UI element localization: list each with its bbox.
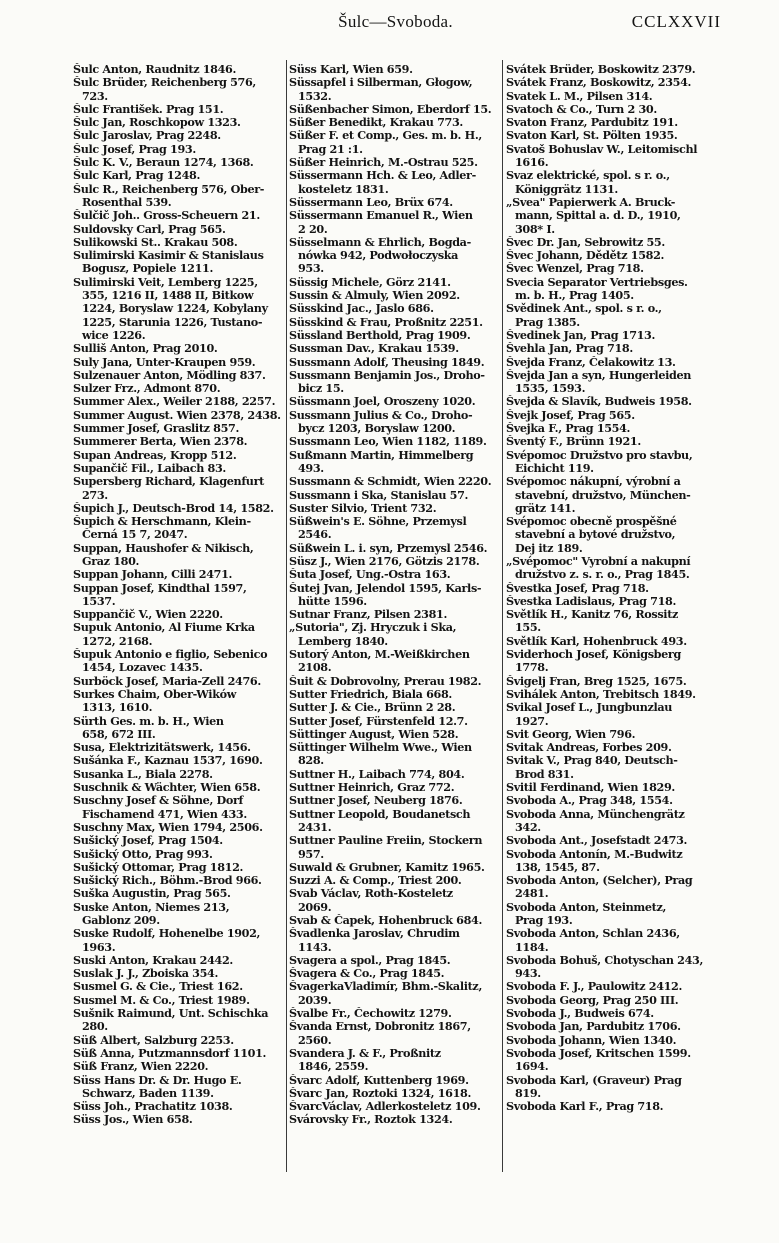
directory-entry-line: Sutter Josef, Fürstenfeld 12.7.	[289, 714, 468, 728]
directory-entry-line: Svoboda Ant., Josefstadt 2473.	[506, 834, 688, 848]
directory-entry-line: Švarc Adolf, Kuttenberg 1969.	[289, 1073, 469, 1087]
directory-entry-line: Süßer F. et Comp., Ges. m. b. H.,	[289, 129, 482, 143]
directory-entry-line: Sussin & Almuly, Wien 2092.	[289, 289, 460, 303]
directory-entry-line: Sulzer Frz., Admont 870.	[73, 382, 221, 396]
directory-entry-line: Švagera & Co., Prag 1845.	[289, 967, 445, 981]
directory-entry-line: Svoboda Georg, Prag 250 III.	[506, 993, 679, 1007]
directory-entry-line: Švejda & Slavík, Budweis 1958.	[506, 395, 692, 409]
directory-entry-line: Švejka F., Prag 1554.	[506, 422, 631, 436]
directory-entry-line: Süsskind & Frau, Proßnitz 2251.	[289, 315, 483, 329]
directory-entry-line: Sutnar Franz, Pilsen 2381.	[289, 608, 448, 622]
directory-entry-line: Sutter Friedrich, Biala 668.	[289, 687, 452, 701]
entry-continuation-line: 1778.	[515, 661, 549, 675]
entry-continuation-line: hütte 1596.	[298, 594, 367, 608]
directory-entry-line: Süssmann Joel, Oroszeny 1020.	[289, 395, 476, 409]
entry-continuation-line: 1272, 2168.	[82, 634, 153, 648]
directory-entry-line: Švarc Jan, Roztoki 1324, 1618.	[289, 1086, 471, 1100]
entry-continuation-line: 2 20.	[298, 222, 328, 236]
directory-entry-line: Svátek Franz, Boskowitz, 2354.	[506, 76, 692, 90]
directory-entry-line: Suzzi A. & Comp., Triest 200.	[289, 874, 462, 888]
directory-entry-line: Svátek Brüder, Boskowitz 2379.	[506, 63, 696, 76]
directory-entry-line: Svab Václav, Roth-Kosteletz	[289, 887, 453, 901]
directory-entry-line: Suppančič V., Wien 2220.	[73, 608, 223, 622]
directory-entry-line: Süttinger Wilhelm Wwe., Wien	[289, 741, 472, 755]
directory-entry-line: Suttner H., Laibach 774, 804.	[289, 767, 465, 781]
entry-continuation-line: 1313, 1610.	[82, 701, 153, 715]
directory-entry-line: Svoboda Jan, Pardubitz 1706.	[506, 1020, 681, 1034]
entry-continuation-line: Dej itz 189.	[515, 541, 583, 555]
directory-entry-line: Šupuk Antonio e figlio, Sebenico	[73, 648, 268, 662]
entry-continuation-line: 1694.	[515, 1060, 549, 1074]
entry-continuation-line: 155.	[515, 621, 541, 635]
directory-entry-line: Suster Silvio, Trient 732.	[289, 501, 437, 515]
directory-entry-line: Sussmann Julius & Co., Droho-	[289, 408, 473, 422]
directory-entry-line: Šulc Jan, Roschkopow 1323.	[73, 116, 241, 130]
entry-continuation-line: 2481.	[515, 887, 549, 901]
directory-column-2	[289, 63, 501, 1127]
directory-entry-line: Svoboda Anton, (Selcher), Prag	[506, 874, 693, 888]
entry-continuation-line: 1225, Starunia 1226, Tustano-	[82, 315, 263, 329]
entry-continuation-line: 1963.	[82, 940, 116, 954]
entry-continuation-line: 1535, 1593.	[515, 382, 586, 396]
directory-entry-line: Svoboda Anton, Steinmetz,	[506, 900, 667, 914]
entry-continuation-line: bycz 1203, Boryslaw 1200.	[298, 422, 456, 436]
directory-entry-line: Suschnik & Wächter, Wien 658.	[73, 781, 261, 795]
directory-entry-line: Svitak V., Prag 840, Deutsch-	[506, 754, 678, 768]
directory-entry-line: Susmel M. & Co., Triest 1989.	[73, 993, 250, 1007]
entry-continuation-line: wice 1226.	[82, 328, 146, 342]
entry-continuation-line: 1224, Boryslaw 1224, Kobylany	[82, 302, 268, 316]
directory-entry-line: Süß Anna, Putzmannsdorf 1101.	[73, 1046, 267, 1060]
directory-entry-line: Susmel G. & Cie., Triest 162.	[73, 980, 243, 994]
directory-entry-line: Švejda Franz, Čelakowitz 13.	[506, 355, 676, 369]
directory-entry-line: Švec Dr. Jan, Sebrowitz 55.	[506, 235, 665, 249]
directory-entry-line: Šulc František. Prag 151.	[73, 102, 224, 116]
directory-entry-line: Suski Anton, Krakau 2442.	[73, 953, 233, 967]
entry-continuation-line: 723.	[82, 89, 108, 103]
directory-column-1	[73, 63, 285, 1127]
entry-continuation-line: Fischamend 471, Wien 433.	[82, 807, 247, 821]
entry-continuation-line: grätz 141.	[515, 501, 576, 515]
directory-entry-line: Šuit & Dobrovolny, Prerau 1982.	[289, 674, 482, 688]
directory-entry-line: Sulikowski St.. Krakau 508.	[73, 235, 238, 249]
directory-entry-line: Sušnik Raimund, Unt. Schischka	[73, 1007, 269, 1021]
directory-entry-line: Surböck Josef, Maria-Zell 2476.	[73, 674, 261, 688]
directory-entry-line: Sutorý Anton, M.-Weißkirchen	[289, 648, 470, 662]
directory-entry-line: Svatoš Bohuslav W., Leitomischl	[506, 142, 698, 156]
entry-continuation-line: Prag 1385.	[515, 315, 580, 329]
directory-entry-line: Svab & Čapek, Hohenbruck 684.	[289, 914, 483, 927]
directory-entry-line: Švalbe Fr., Čechowitz 1279.	[289, 1007, 452, 1021]
directory-entry-line: Supersberg Richard, Klagenfurt	[73, 475, 264, 489]
entry-continuation-line: družstvo z. s. r. o., Prag 1845.	[515, 568, 690, 582]
entry-continuation-line: Schwarz, Baden 1139.	[82, 1086, 214, 1100]
entry-continuation-line: 1143.	[298, 940, 332, 954]
entry-continuation-line: bicz 15.	[298, 382, 344, 396]
entry-continuation-line: 2069.	[298, 900, 332, 914]
entry-continuation-line: kosteletz 1831.	[298, 182, 389, 196]
directory-entry-line: Süss Karl, Wien 659.	[289, 63, 413, 76]
directory-entry-line: Švestka Josef, Prag 718.	[506, 581, 649, 595]
directory-entry-line: Šupich J., Deutsch-Brod 14, 1582.	[73, 501, 274, 515]
entry-continuation-line: Brod 831.	[515, 767, 574, 781]
directory-entry-line: Sušický Otto, Prag 993.	[73, 847, 213, 861]
entry-continuation-line: 138, 1545, 87.	[515, 860, 600, 874]
directory-entry-line: Süßwein's E. Söhne, Przemysl	[289, 515, 467, 529]
directory-entry-line: Suppan Johann, Cilli 2471.	[73, 568, 233, 582]
entry-continuation-line: Königgrätz 1131.	[515, 182, 618, 196]
directory-entry-line: Svatek L. M., Pilsen 314.	[506, 89, 653, 103]
entry-continuation-line: stavební a bytové družstvo,	[515, 528, 676, 542]
directory-entry-line: Švejda Jan a syn, Hungerleiden	[506, 368, 692, 382]
directory-entry-line: Suttner Pauline Freiin, Stockern	[289, 834, 483, 848]
directory-entry-line: Svépomoc Družstvo pro stavbu,	[506, 448, 693, 462]
directory-entry-line: Süss Hans Dr. & Dr. Hugo E.	[73, 1073, 242, 1087]
directory-entry-line: Suldovsky Carl, Prag 565.	[73, 222, 226, 236]
directory-entry-line: Šulc Josef, Prag 193.	[73, 142, 196, 156]
directory-entry-line: Summer August. Wien 2378, 2438.	[73, 408, 281, 422]
directory-entry-line: Svecia Separator Vertriebsges.	[506, 275, 688, 289]
directory-entry-line: Sussmann Leo, Wien 1182, 1189.	[289, 435, 487, 449]
directory-entry-line: Suttner Josef, Neuberg 1876.	[289, 794, 463, 808]
directory-entry-line: Süß Albert, Salzburg 2253.	[73, 1033, 234, 1047]
directory-entry-line: Süßer Benedikt, Krakau 773.	[289, 116, 463, 130]
directory-entry-line: Sussmann Adolf, Theusing 1849.	[289, 355, 485, 369]
directory-entry-line: Süßenbacher Simon, Eberdorf 15.	[289, 102, 492, 116]
directory-entry-line: Svárovsky Fr., Roztok 1324.	[289, 1113, 453, 1127]
column-divider	[286, 60, 287, 1172]
directory-column-3	[506, 63, 721, 1113]
entry-continuation-line: 819.	[515, 1086, 541, 1100]
directory-entry-line: Svihálek Anton, Trebitsch 1849.	[506, 687, 696, 701]
directory-entry-line: Süssland Berthold, Prag 1909.	[289, 328, 471, 342]
directory-entry-line: Suppan, Haushofer & Nikisch,	[73, 541, 254, 555]
directory-entry-line: Süßer Heinrich, M.-Ostrau 525.	[289, 156, 478, 170]
entry-continuation-line: 1532.	[298, 89, 332, 103]
directory-entry-line: Šulc Karl, Prag 1248.	[73, 169, 201, 183]
directory-entry-line: Švestka Ladislaus, Prag 718.	[506, 594, 676, 608]
entry-continuation-line: 2431.	[298, 820, 332, 834]
directory-entry-line: Sušický Josef, Prag 1504.	[73, 834, 223, 848]
directory-entry-line: Suly Jana, Unter-Kraupen 959.	[73, 355, 256, 369]
directory-entry-line: Svitak Andreas, Forbes 209.	[506, 741, 672, 755]
directory-entry-line: Summerer Berta, Wien 2378.	[73, 435, 248, 449]
directory-entry-line: Sutter J. & Cie., Brünn 2 28.	[289, 701, 456, 715]
directory-entry-line: Sussmann i Ska, Stanislau 57.	[289, 488, 469, 502]
directory-entry-line: Svagera a spol., Prag 1845.	[289, 953, 451, 967]
entry-continuation-line: stavební, družstvo, München-	[515, 488, 691, 502]
directory-entry-line: Summer Josef, Graslitz 857.	[73, 422, 240, 436]
directory-entry-line: Sussmann Benjamin Jos., Droho-	[289, 368, 485, 382]
directory-entry-line: Süssermann Emanuel R., Wien	[289, 209, 473, 223]
directory-entry-line: Süssermann Leo, Brüx 674.	[289, 195, 453, 209]
entry-continuation-line: 953.	[298, 262, 324, 276]
directory-entry-line: Suslak J. J., Zboiska 354.	[73, 967, 219, 981]
directory-entry-line: Svoboda Karl F., Prag 718.	[506, 1100, 664, 1114]
directory-entry-line: Sussmann & Schmidt, Wien 2220.	[289, 475, 492, 489]
directory-entry-line: Süsz J., Wien 2176, Götzis 2178.	[289, 554, 480, 568]
entry-continuation-line: Prag 193.	[515, 914, 573, 927]
directory-entry-line: Svatoch & Co., Turn 2 30.	[506, 102, 657, 116]
directory-entry-line: Süß Franz, Wien 2220.	[73, 1060, 209, 1074]
entry-continuation-line: 957.	[298, 847, 324, 861]
directory-entry-line: Suwald & Grubner, Kamitz 1965.	[289, 860, 485, 874]
directory-entry-line: Sušický Rich., Böhm.-Brod 966.	[73, 874, 262, 888]
entry-continuation-line: 1616.	[515, 156, 549, 170]
directory-entry-line: Sußmann Martin, Himmelberg	[289, 448, 474, 462]
page-header	[70, 12, 721, 42]
entry-continuation-line: 308* I.	[515, 222, 555, 236]
directory-entry-line: Šventý F., Brünn 1921.	[506, 435, 641, 449]
directory-entry-line: Supan Andreas, Kropp 512.	[73, 448, 237, 462]
entry-continuation-line: 943.	[515, 967, 541, 981]
directory-entry-line: Süsselmann & Ehrlich, Bogda-	[289, 235, 471, 249]
directory-entry-line: Svoboda F. J., Paulowitz 2412.	[506, 980, 683, 994]
directory-entry-line: Švanda Ernst, Dobronitz 1867,	[289, 1020, 471, 1034]
entry-continuation-line: 342.	[515, 820, 541, 834]
directory-entry-line: Sussman Dav., Krakau 1539.	[289, 342, 459, 356]
directory-entry-line: Suschny Max, Wien 1794, 2506.	[73, 820, 263, 834]
directory-entry-line: Světlík H., Kanitz 76, Rossitz	[506, 608, 679, 622]
directory-entry-line: Švec Wenzel, Prag 718.	[506, 262, 644, 276]
directory-entry-line: ŠvarcVáclav, Adlerkosteletz 109.	[289, 1100, 481, 1114]
directory-entry-line: Šulc K. V., Beraun 1274, 1368.	[73, 156, 254, 170]
directory-entry-line: Svaz elektrické, spol. s r. o.,	[506, 169, 670, 183]
directory-entry-line: Šupich & Herschmann, Klein-	[73, 515, 251, 529]
entry-continuation-line: 1454, Lozavec 1435.	[82, 661, 203, 675]
entry-continuation-line: 1537.	[82, 594, 116, 608]
directory-entry-line: Summer Alex., Weiler 2188, 2257.	[73, 395, 276, 409]
directory-entry-line: Sürth Ges. m. b. H., Wien	[73, 714, 224, 728]
directory-entry-line: Svoboda J., Budweis 674.	[506, 1007, 654, 1021]
directory-entry-line: Suschny Josef & Söhne, Dorf	[73, 794, 243, 808]
entry-continuation-line: Černá 15 7, 2047.	[82, 528, 188, 542]
directory-entry-line: Suske Rudolf, Hohenelbe 1902,	[73, 927, 261, 941]
column-divider	[502, 60, 503, 1172]
directory-entry-line: Svoboda Karl, (Graveur) Prag	[506, 1073, 682, 1087]
directory-entry-line: Sulimirski Veit, Lemberg 1225,	[73, 275, 258, 289]
directory-entry-line: Švigelj Fran, Breg 1525, 1675.	[506, 674, 687, 688]
directory-entry-line: Svépomoc obecně prospěšné	[506, 515, 677, 529]
entry-continuation-line: 2560.	[298, 1033, 332, 1047]
directory-entry-line: Svoboda Antonín, M.-Budwitz	[506, 847, 683, 861]
directory-entry-line: Šuta Josef, Ung.-Ostra 163.	[289, 568, 451, 582]
page-number: CCLXXVII	[631, 12, 721, 31]
directory-entry-line: Sulzenauer Anton, Mödling 837.	[73, 368, 266, 382]
directory-entry-line: Svaton Franz, Pardubitz 191.	[506, 116, 678, 130]
entry-continuation-line: 355, 1216 II, 1488 II, Bitkow	[82, 289, 254, 303]
directory-entry-line: Šulc Brüder, Reichenberg 576,	[73, 76, 256, 90]
entry-continuation-line: Bogusz, Popiele 1211.	[82, 262, 214, 276]
directory-entry-line: Světlík Karl, Hohenbruck 493.	[506, 634, 687, 648]
directory-entry-line: Sulimirski Kasimir & Stanislaus	[73, 249, 264, 263]
directory-entry-line: Šulc Jaroslav, Prag 2248.	[73, 129, 221, 143]
directory-entry-line: „Svépomoc" Vyrobní a nakupní	[506, 554, 691, 568]
entry-continuation-line: Lemberg 1840.	[298, 634, 388, 648]
directory-entry-line: Süssermann Hch. & Leo, Adler-	[289, 169, 476, 183]
directory-entry-line: Süss Joh., Prachatitz 1038.	[73, 1100, 233, 1114]
directory-entry-line: Svépomoc nákupní, výrobní a	[506, 475, 681, 489]
directory-entry-line: Suppan Josef, Kindthal 1597,	[73, 581, 247, 595]
entry-continuation-line: 658, 672 III.	[82, 727, 156, 741]
directory-entry-line: Švec Johann, Dědětz 1582.	[506, 249, 665, 263]
entry-continuation-line: 2546.	[298, 528, 332, 542]
entry-continuation-line: 828.	[298, 754, 324, 768]
entry-continuation-line: Prag 21 :1.	[298, 142, 363, 156]
directory-entry-line: Švedinek Jan, Prag 1713.	[506, 328, 656, 342]
entry-continuation-line: 493.	[298, 461, 324, 475]
directory-entry-line: Šulc R., Reichenberg 576, Ober-	[73, 182, 265, 196]
entry-continuation-line: Graz 180.	[82, 554, 140, 568]
entry-continuation-line: nówka 942, Podwołoczyska	[298, 249, 459, 263]
directory-entry-line: Sulliš Anton, Prag 2010.	[73, 342, 218, 356]
entry-continuation-line: 273.	[82, 488, 108, 502]
directory-entry-line: Svoboda Anton, Schlan 2436,	[506, 927, 680, 941]
directory-entry-line: Süttinger August, Wien 528.	[289, 727, 459, 741]
directory-entry-line: Šulčič Joh.. Gross-Scheuern 21.	[73, 209, 260, 223]
directory-entry-line: Sviderhoch Josef, Königsberg	[506, 648, 681, 662]
directory-entry-line: Svoboda Josef, Kritschen 1599.	[506, 1046, 691, 1060]
directory-entry-line: Suttner Heinrich, Graz 772.	[289, 781, 455, 795]
directory-entry-line: „Sutoria", Zj. Hryczuk i Ska,	[289, 621, 457, 635]
directory-entry-line: Švadlenka Jaroslav, Chrudim	[289, 927, 460, 941]
directory-entry-line: Sušický Ottomar, Prag 1812.	[73, 860, 244, 874]
entry-continuation-line: 1184.	[515, 940, 549, 954]
directory-entry-line: Süsskind Jac., Jaslo 686.	[289, 302, 434, 316]
directory-entry-line: Svit Georg, Wien 796.	[506, 727, 636, 741]
entry-continuation-line: Gablonz 209.	[82, 914, 160, 927]
entry-continuation-line: m. b. H., Prag 1405.	[515, 289, 634, 303]
directory-entry-line: Süßwein L. i. syn, Przemysl 2546.	[289, 541, 488, 555]
directory-entry-line: Svoboda A., Prag 348, 1554.	[506, 794, 673, 808]
directory-entry-line: „Svea" Papierwerk A. Bruck-	[506, 195, 676, 209]
entry-continuation-line: mann, Spittal a. d. D., 1910,	[515, 209, 681, 223]
directory-entry-line: Supuk Antonio, Al Fiume Krka	[73, 621, 255, 635]
entry-continuation-line: 2039.	[298, 993, 332, 1007]
directory-entry-line: Šulc Anton, Raudnitz 1846.	[73, 63, 237, 76]
directory-entry-line: ŠvagerkaVladimír, Bhm.-Skalitz,	[289, 980, 482, 994]
directory-entry-line: Svikal Josef L., Jungbunzlau	[506, 701, 673, 715]
directory-entry-line: Svaton Karl, St. Pölten 1935.	[506, 129, 678, 143]
entry-continuation-line: Eichicht 119.	[515, 461, 594, 475]
entry-continuation-line: 280.	[82, 1020, 108, 1034]
entry-continuation-line: 2108.	[298, 661, 332, 675]
directory-entry-line: Sušánka F., Kaznau 1537, 1690.	[73, 754, 263, 768]
directory-entry-line: Svoboda Anna, Münchengrätz	[506, 807, 685, 821]
directory-entry-line: Suška Augustin, Prag 565.	[73, 887, 231, 901]
directory-entry-line: Suttner Leopold, Boudanetsch	[289, 807, 471, 821]
running-head: Šulc—Svoboda.	[338, 12, 453, 31]
directory-entry-line: Švehla Jan, Prag 718.	[506, 342, 633, 356]
directory-entry-line: Süssapfel i Silberman, Głogow,	[289, 76, 473, 90]
directory-entry-line: Supančič Fil., Laibach 83.	[73, 461, 226, 475]
directory-entry-line: Susanka L., Biala 2278.	[73, 767, 213, 781]
directory-entry-line: Šutej Jvan, Jelendol 1595, Karls-	[289, 581, 482, 595]
directory-entry-line: Svoboda Bohuš, Chotyschan 243,	[506, 953, 704, 967]
directory-entry-line: Suske Anton, Niemes 213,	[73, 900, 230, 914]
directory-entry-line: Süssig Michele, Görz 2141.	[289, 275, 451, 289]
directory-entry-line: Svitil Ferdinand, Wien 1829.	[506, 781, 675, 795]
directory-entry-line: Süss Jos., Wien 658.	[73, 1113, 193, 1127]
entry-continuation-line: Rosenthal 539.	[82, 195, 172, 209]
entry-continuation-line: 1927.	[515, 714, 549, 728]
entry-continuation-line: 1846, 2559.	[298, 1060, 369, 1074]
directory-entry-line: Surkes Chaim, Ober-Wików	[73, 687, 237, 701]
directory-entry-line: Švejk Josef, Prag 565.	[506, 408, 635, 422]
directory-entry-line: Svandera J. & F., Proßnitz	[289, 1046, 441, 1060]
directory-entry-line: Svoboda Johann, Wien 1340.	[506, 1033, 677, 1047]
directory-entry-line: Susa, Elektrizitätswerk, 1456.	[73, 741, 251, 755]
directory-entry-line: Svědinek Ant., spol. s r. o.,	[506, 302, 662, 316]
